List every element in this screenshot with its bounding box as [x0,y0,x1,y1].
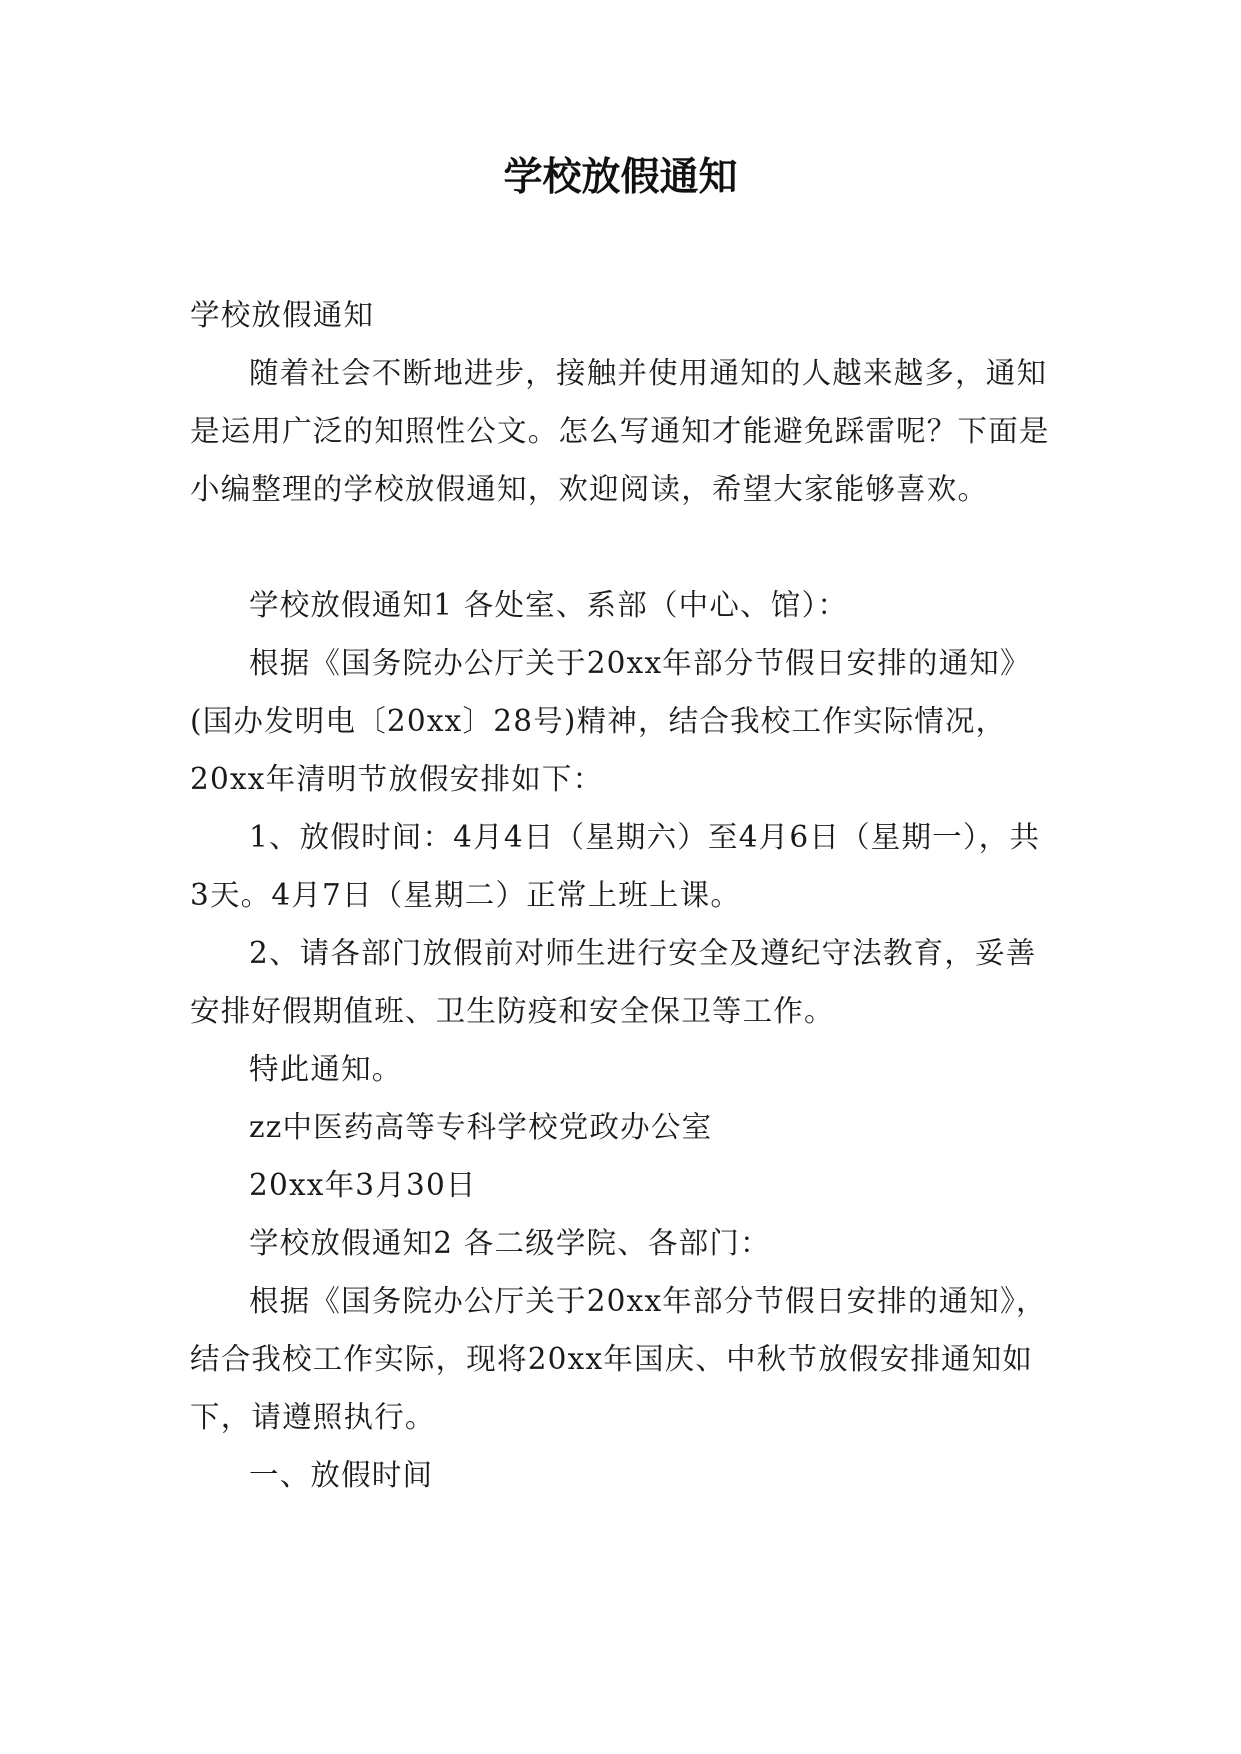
notice-2-section-heading: 一、放假时间 [249,1458,434,1492]
notice-1-item-1: 1、放假时间：4月4日（星期六）至4月6日（星期一），共3天。4月7日（星期二）正常上班上课。 [190,820,1041,912]
notice-2-heading: 学校放假通知2 各二级学院、各部门： [249,1226,771,1260]
notice-1-closing: 特此通知。 [249,1052,403,1086]
document-body [190,286,1060,1504]
intro-paragraph: 随着社会不断地进步，接触并使用通知的人越来越多，通知是运用广泛的知照性公文。怎么写通知才能避免踩雷呢？下面是小编整理的学校放假通知，欢迎阅读，希望大家能够喜欢。 [190,356,1050,506]
paragraph-spacer [190,518,1060,576]
notice-1-heading: 学校放假通知1 各处室、系部（中心、馆）： [249,588,849,622]
notice-2-basis-paragraph: 根据《国务院办公厅关于20xx年部分节假日安排的通知》，结合我校工作实际，现将20xx年国庆、中秋节放假安排通知如下，请遵照执行。 [190,1284,1047,1434]
document-title: 学校放假通知 [503,155,738,200]
subtitle-paragraph: 学校放假通知 [190,298,375,332]
notice-1-issuer: zz中医药高等专科学校党政办公室 [249,1110,713,1144]
notice-1-basis-paragraph: 根据《国务院办公厅关于20xx年部分节假日安排的通知》(国办发明电〔20xx〕28号)精神，结合我校工作实际情况， 20xx年清明节放假安排如下： [190,646,1031,796]
notice-1-date: 20xx年3月30日 [249,1168,477,1202]
notice-1-item-2: 2、请各部门放假前对师生进行安全及遵纪守法教育，妥善安排好假期值班、卫生防疫和安全保卫等工作。 [190,936,1037,1028]
